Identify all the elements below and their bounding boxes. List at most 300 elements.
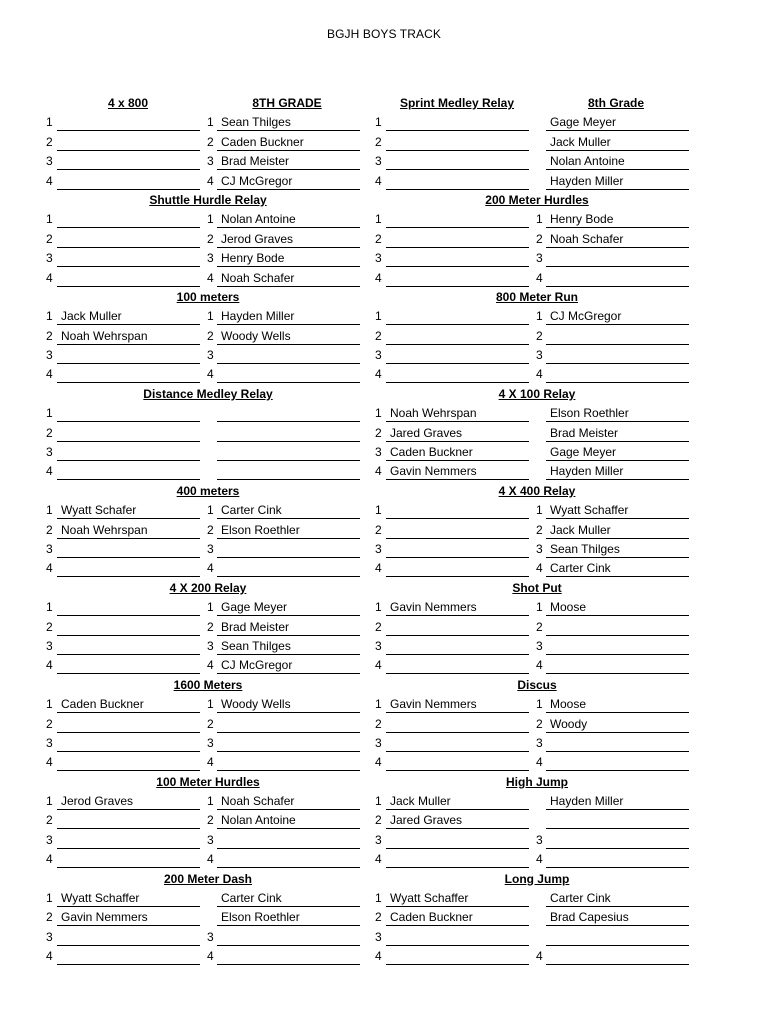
entry-line[interactable] (386, 654, 529, 655)
entry-number: 3 (375, 348, 382, 363)
alternate-number: 3 (536, 541, 543, 556)
alternate-number: 3 (536, 832, 543, 847)
athlete-name: Woody (550, 716, 588, 731)
entry-line[interactable] (57, 169, 200, 170)
entry-line[interactable] (57, 906, 200, 907)
entry-line[interactable] (546, 557, 689, 558)
entry-line[interactable] (57, 286, 200, 287)
entry-number: 2 (375, 328, 382, 343)
entry-number: 4 (375, 852, 382, 867)
alternate-number: 4 (536, 852, 543, 867)
entry-number: 2 (375, 813, 382, 828)
entry-line[interactable] (57, 615, 200, 616)
entry-number: 2 (375, 231, 382, 246)
entry-line[interactable] (217, 324, 360, 325)
entry-number: 1 (375, 503, 382, 518)
entry-number: 1 (375, 891, 382, 906)
event-title: Sprint Medley Relay (399, 96, 515, 110)
athlete-name: Gavin Nemmers (390, 464, 477, 479)
entry-line[interactable] (546, 441, 689, 442)
entry-line[interactable] (57, 867, 200, 868)
entry-line[interactable] (217, 635, 360, 636)
entry-line[interactable] (217, 809, 360, 810)
entry-number: 2 (375, 134, 382, 149)
document-title: BGJH BOYS TRACK (327, 27, 441, 41)
entry-line[interactable] (386, 964, 529, 965)
athlete-name: Jack Muller (550, 522, 611, 537)
entry-number: 3 (46, 541, 53, 556)
entry-line[interactable] (546, 286, 689, 287)
alternate-number: 4 (207, 270, 214, 285)
entry-number: 3 (375, 638, 382, 653)
entry-line[interactable] (217, 344, 360, 345)
entry-line[interactable] (386, 635, 529, 636)
entry-line[interactable] (217, 576, 360, 577)
entry-number: 4 (46, 949, 53, 964)
entry-line[interactable] (386, 712, 529, 713)
entry-line[interactable] (217, 266, 360, 267)
entry-line[interactable] (546, 732, 689, 733)
alternate-number: 2 (207, 619, 214, 634)
entry-line[interactable] (217, 770, 360, 771)
entry-line[interactable] (546, 964, 689, 965)
entry-line[interactable] (217, 479, 360, 480)
athlete-name: Sean Thilges (221, 638, 291, 653)
entry-line[interactable] (386, 538, 529, 539)
entry-line[interactable] (217, 382, 360, 383)
alternate-number: 4 (536, 755, 543, 770)
alternate-number: 2 (207, 134, 214, 149)
entry-line[interactable] (546, 635, 689, 636)
entry-line[interactable] (57, 344, 200, 345)
alternate-number: 4 (536, 561, 543, 576)
entry-line[interactable] (386, 460, 529, 461)
entry-line[interactable] (546, 460, 689, 461)
entry-line[interactable] (217, 247, 360, 248)
entry-number: 2 (375, 619, 382, 634)
alternate-number: 1 (207, 309, 214, 324)
entry-line[interactable] (57, 964, 200, 965)
entry-number: 2 (46, 813, 53, 828)
alternate-number: 4 (207, 173, 214, 188)
entry-number: 3 (375, 154, 382, 169)
entry-line[interactable] (57, 189, 200, 190)
alternate-number: 4 (207, 852, 214, 867)
entry-line[interactable] (386, 266, 529, 267)
athlete-name: Brad Meister (550, 425, 619, 440)
entry-line[interactable] (57, 751, 200, 752)
entry-line[interactable] (57, 654, 200, 655)
entry-line[interactable] (546, 324, 689, 325)
entry-number: 4 (375, 464, 382, 479)
entry-number: 1 (375, 406, 382, 421)
entry-number: 3 (46, 154, 53, 169)
athlete-name: Jared Graves (390, 813, 463, 828)
entry-line[interactable] (386, 130, 529, 131)
entry-line[interactable] (57, 130, 200, 131)
alternate-number: 3 (207, 832, 214, 847)
athlete-name: Elson Roethler (221, 522, 300, 537)
alternate-number: 3 (536, 348, 543, 363)
alternate-number: 2 (536, 716, 543, 731)
alternate-number: 3 (207, 541, 214, 556)
alternate-number: 4 (207, 949, 214, 964)
athlete-name: Caden Buckner (61, 697, 144, 712)
athlete-name: Caden Buckner (221, 134, 304, 149)
entry-line[interactable] (57, 809, 200, 810)
event-title: 4 X 200 Relay (169, 580, 247, 595)
athlete-name: Elson Roethler (221, 910, 300, 925)
athlete-name: Sean Thilges (221, 115, 291, 130)
alternate-number: 2 (207, 522, 214, 537)
entry-line[interactable] (217, 945, 360, 946)
athlete-name: Brad Meister (221, 154, 290, 169)
entry-line[interactable] (546, 809, 689, 810)
entry-number: 2 (46, 910, 53, 925)
alternate-number: 2 (207, 813, 214, 828)
entry-line[interactable] (57, 266, 200, 267)
entry-line[interactable] (217, 227, 360, 228)
entry-line[interactable] (386, 751, 529, 752)
alternate-number: 4 (207, 367, 214, 382)
entry-number: 4 (375, 949, 382, 964)
entry-line[interactable] (217, 867, 360, 868)
athlete-name: Carter Cink (221, 503, 282, 518)
athlete-name: Jack Muller (61, 309, 122, 324)
entry-line[interactable] (546, 945, 689, 946)
entry-line[interactable] (57, 363, 200, 364)
entry-line[interactable] (546, 673, 689, 674)
entry-line[interactable] (386, 421, 529, 422)
entry-number: 4 (46, 270, 53, 285)
entry-number: 2 (46, 522, 53, 537)
entry-line[interactable] (386, 324, 529, 325)
athlete-name: Hayden Miller (550, 173, 624, 188)
entry-line[interactable] (217, 286, 360, 287)
event-title: 100 meters (176, 289, 240, 304)
entry-number: 2 (375, 716, 382, 731)
athlete-name: Wyatt Schafer (61, 503, 137, 518)
athlete-name: CJ McGregor (221, 658, 293, 673)
alternate-number: 2 (536, 231, 543, 246)
entry-number: 1 (46, 406, 53, 421)
alternate-number: 3 (207, 638, 214, 653)
entry-number: 3 (46, 735, 53, 750)
entry-line[interactable] (217, 732, 360, 733)
entry-line[interactable] (386, 169, 529, 170)
entry-line[interactable] (546, 615, 689, 616)
athlete-name: Hayden Miller (550, 794, 624, 809)
event-title: Long Jump (504, 871, 570, 886)
entry-line[interactable] (546, 169, 689, 170)
entry-line[interactable] (386, 828, 529, 829)
entry-line[interactable] (57, 673, 200, 674)
entry-line[interactable] (57, 518, 200, 519)
athlete-name: Jack Muller (390, 794, 451, 809)
entry-line[interactable] (217, 848, 360, 849)
entry-line[interactable] (546, 363, 689, 364)
entry-line[interactable] (546, 576, 689, 577)
entry-line[interactable] (546, 130, 689, 131)
entry-line[interactable] (386, 227, 529, 228)
alternate-number: 3 (536, 735, 543, 750)
entry-number: 1 (375, 212, 382, 227)
entry-line[interactable] (386, 150, 529, 151)
alternate-number: 3 (536, 251, 543, 266)
entry-number: 4 (375, 755, 382, 770)
entry-line[interactable] (386, 286, 529, 287)
athlete-name: Noah Wehrspan (390, 406, 477, 421)
alternate-number: 4 (536, 949, 543, 964)
entry-line[interactable] (546, 712, 689, 713)
entry-line[interactable] (217, 615, 360, 616)
entry-line[interactable] (386, 848, 529, 849)
entry-line[interactable] (217, 712, 360, 713)
alternate-number: 1 (207, 697, 214, 712)
event-title: Shot Put (512, 580, 562, 595)
entry-line[interactable] (57, 557, 200, 558)
entry-line[interactable] (386, 382, 529, 383)
entry-line[interactable] (386, 247, 529, 248)
athlete-name: Hayden Miller (550, 464, 624, 479)
alternate-number: 1 (207, 115, 214, 130)
alternate-number: 4 (207, 658, 214, 673)
alternate-number: 4 (536, 270, 543, 285)
alternate-number: 4 (207, 561, 214, 576)
entry-line[interactable] (386, 344, 529, 345)
athlete-name: Moose (550, 600, 587, 615)
entry-line[interactable] (546, 848, 689, 849)
alternate-number: 4 (207, 755, 214, 770)
alternate-number: 1 (536, 600, 543, 615)
athlete-name: Gavin Nemmers (61, 910, 148, 925)
entry-line[interactable] (57, 460, 200, 461)
entry-line[interactable] (386, 441, 529, 442)
entry-line[interactable] (217, 518, 360, 519)
entry-line[interactable] (217, 189, 360, 190)
athlete-name: Jerod Graves (221, 231, 294, 246)
entry-line[interactable] (217, 169, 360, 170)
alternate-number: 2 (536, 522, 543, 537)
entry-line[interactable] (57, 479, 200, 480)
entry-line[interactable] (217, 828, 360, 829)
athlete-name: Jerod Graves (61, 794, 134, 809)
entry-line[interactable] (546, 925, 689, 926)
entry-number: 4 (375, 173, 382, 188)
entry-line[interactable] (546, 266, 689, 267)
entry-line[interactable] (546, 421, 689, 422)
athlete-name: Carter Cink (550, 561, 611, 576)
entry-line[interactable] (57, 945, 200, 946)
alternate-number: 1 (207, 503, 214, 518)
entry-line[interactable] (57, 732, 200, 733)
alternate-number: 3 (207, 251, 214, 266)
entry-line[interactable] (217, 557, 360, 558)
athlete-name: Elson Roethler (550, 406, 629, 421)
alternate-number: 3 (207, 348, 214, 363)
athlete-name: Hayden Miller (221, 309, 295, 324)
athlete-name: Nolan Antoine (221, 813, 296, 828)
entry-line[interactable] (386, 925, 529, 926)
athlete-name: Jack Muller (550, 134, 611, 149)
athlete-name: Noah Wehrspan (61, 522, 148, 537)
entry-line[interactable] (546, 227, 689, 228)
alternate-number: 4 (536, 367, 543, 382)
entry-number: 1 (46, 503, 53, 518)
entry-line[interactable] (57, 421, 200, 422)
alternate-number: 3 (207, 154, 214, 169)
athlete-name: Sean Thilges (550, 541, 620, 556)
entry-number: 2 (46, 231, 53, 246)
entry-line[interactable] (57, 712, 200, 713)
entry-line[interactable] (546, 382, 689, 383)
alternate-number: 1 (536, 212, 543, 227)
athlete-name: Carter Cink (550, 891, 611, 906)
entry-line[interactable] (217, 673, 360, 674)
entry-number: 1 (375, 115, 382, 130)
entry-number: 4 (46, 367, 53, 382)
athlete-name: CJ McGregor (550, 309, 622, 324)
entry-number: 2 (46, 619, 53, 634)
entry-line[interactable] (386, 732, 529, 733)
alternate-number: 1 (536, 309, 543, 324)
alternate-number: 2 (207, 716, 214, 731)
entry-line[interactable] (57, 538, 200, 539)
grade-heading: 8TH GRADE (252, 96, 322, 110)
athlete-name: Wyatt Schaffer (550, 503, 629, 518)
entry-line[interactable] (386, 770, 529, 771)
entry-line[interactable] (386, 615, 529, 616)
entry-line[interactable] (57, 441, 200, 442)
entry-line[interactable] (217, 751, 360, 752)
event-title: 800 Meter Run (495, 289, 579, 304)
athlete-name: Gage Meyer (221, 600, 288, 615)
athlete-name: Noah Schafer (221, 794, 295, 809)
entry-line[interactable] (57, 382, 200, 383)
entry-line[interactable] (217, 441, 360, 442)
entry-line[interactable] (217, 906, 360, 907)
entry-line[interactable] (217, 130, 360, 131)
entry-line[interactable] (386, 809, 529, 810)
entry-number: 2 (375, 425, 382, 440)
entry-line[interactable] (57, 635, 200, 636)
entry-number: 3 (375, 735, 382, 750)
athlete-name: Carter Cink (221, 891, 282, 906)
alternate-number: 1 (536, 503, 543, 518)
entry-number: 1 (375, 309, 382, 324)
entry-number: 4 (375, 367, 382, 382)
athlete-name: Brad Meister (221, 619, 290, 634)
entry-line[interactable] (546, 867, 689, 868)
entry-line[interactable] (386, 906, 529, 907)
entry-line[interactable] (386, 479, 529, 480)
entry-line[interactable] (386, 867, 529, 868)
entry-line[interactable] (386, 518, 529, 519)
entry-line[interactable] (57, 828, 200, 829)
alternate-number: 2 (207, 328, 214, 343)
entry-line[interactable] (57, 925, 200, 926)
entry-line[interactable] (217, 460, 360, 461)
alternate-number: 2 (536, 328, 543, 343)
entry-line[interactable] (57, 150, 200, 151)
entry-number: 1 (46, 212, 53, 227)
entry-line[interactable] (57, 770, 200, 771)
event-title: 200 Meter Hurdles (485, 192, 589, 207)
athlete-name: Wyatt Schaffer (61, 891, 140, 906)
entry-line[interactable] (217, 654, 360, 655)
entry-line[interactable] (546, 189, 689, 190)
event-title: 100 Meter Hurdles (156, 774, 260, 789)
entry-line[interactable] (217, 925, 360, 926)
entry-number: 1 (46, 891, 53, 906)
entry-number: 3 (375, 541, 382, 556)
entry-number: 1 (46, 309, 53, 324)
entry-line[interactable] (57, 324, 200, 325)
entry-number: 1 (46, 697, 53, 712)
athlete-name: Woody Wells (221, 328, 291, 343)
entry-line[interactable] (217, 538, 360, 539)
entry-line[interactable] (57, 227, 200, 228)
entry-line[interactable] (217, 363, 360, 364)
entry-number: 4 (46, 755, 53, 770)
entry-number: 3 (375, 929, 382, 944)
event-title: 1600 Meters (173, 677, 243, 692)
entry-line[interactable] (57, 848, 200, 849)
entry-line[interactable] (217, 421, 360, 422)
entry-number: 3 (46, 638, 53, 653)
event-title: 4 X 400 Relay (498, 483, 576, 498)
entry-line[interactable] (386, 557, 529, 558)
entry-line[interactable] (386, 576, 529, 577)
entry-line[interactable] (546, 770, 689, 771)
entry-line[interactable] (546, 479, 689, 480)
entry-line[interactable] (57, 576, 200, 577)
entry-line[interactable] (546, 906, 689, 907)
entry-number: 3 (46, 832, 53, 847)
athlete-name: Henry Bode (221, 251, 285, 266)
entry-number: 2 (46, 716, 53, 731)
entry-number: 4 (46, 173, 53, 188)
athlete-name: Caden Buckner (390, 445, 473, 460)
entry-number: 3 (375, 832, 382, 847)
entry-line[interactable] (386, 363, 529, 364)
entry-line[interactable] (546, 518, 689, 519)
entry-line[interactable] (386, 945, 529, 946)
entry-line[interactable] (546, 150, 689, 151)
entry-line[interactable] (546, 247, 689, 248)
entry-line[interactable] (546, 654, 689, 655)
entry-line[interactable] (217, 964, 360, 965)
entry-line[interactable] (386, 189, 529, 190)
entry-number: 2 (46, 328, 53, 343)
alternate-number: 1 (207, 212, 214, 227)
athlete-name: Gavin Nemmers (390, 697, 477, 712)
athlete-name: Brad Capesius (550, 910, 629, 925)
alternate-number: 2 (207, 231, 214, 246)
entry-line[interactable] (546, 344, 689, 345)
entry-line[interactable] (217, 150, 360, 151)
athlete-name: Woody Wells (221, 697, 291, 712)
entry-line[interactable] (546, 538, 689, 539)
event-title: Discus (517, 677, 557, 692)
entry-line[interactable] (386, 673, 529, 674)
entry-line[interactable] (546, 828, 689, 829)
entry-number: 4 (375, 658, 382, 673)
entry-line[interactable] (546, 751, 689, 752)
athlete-name: CJ McGregor (221, 173, 293, 188)
alternate-number: 1 (207, 600, 214, 615)
entry-line[interactable] (57, 247, 200, 248)
